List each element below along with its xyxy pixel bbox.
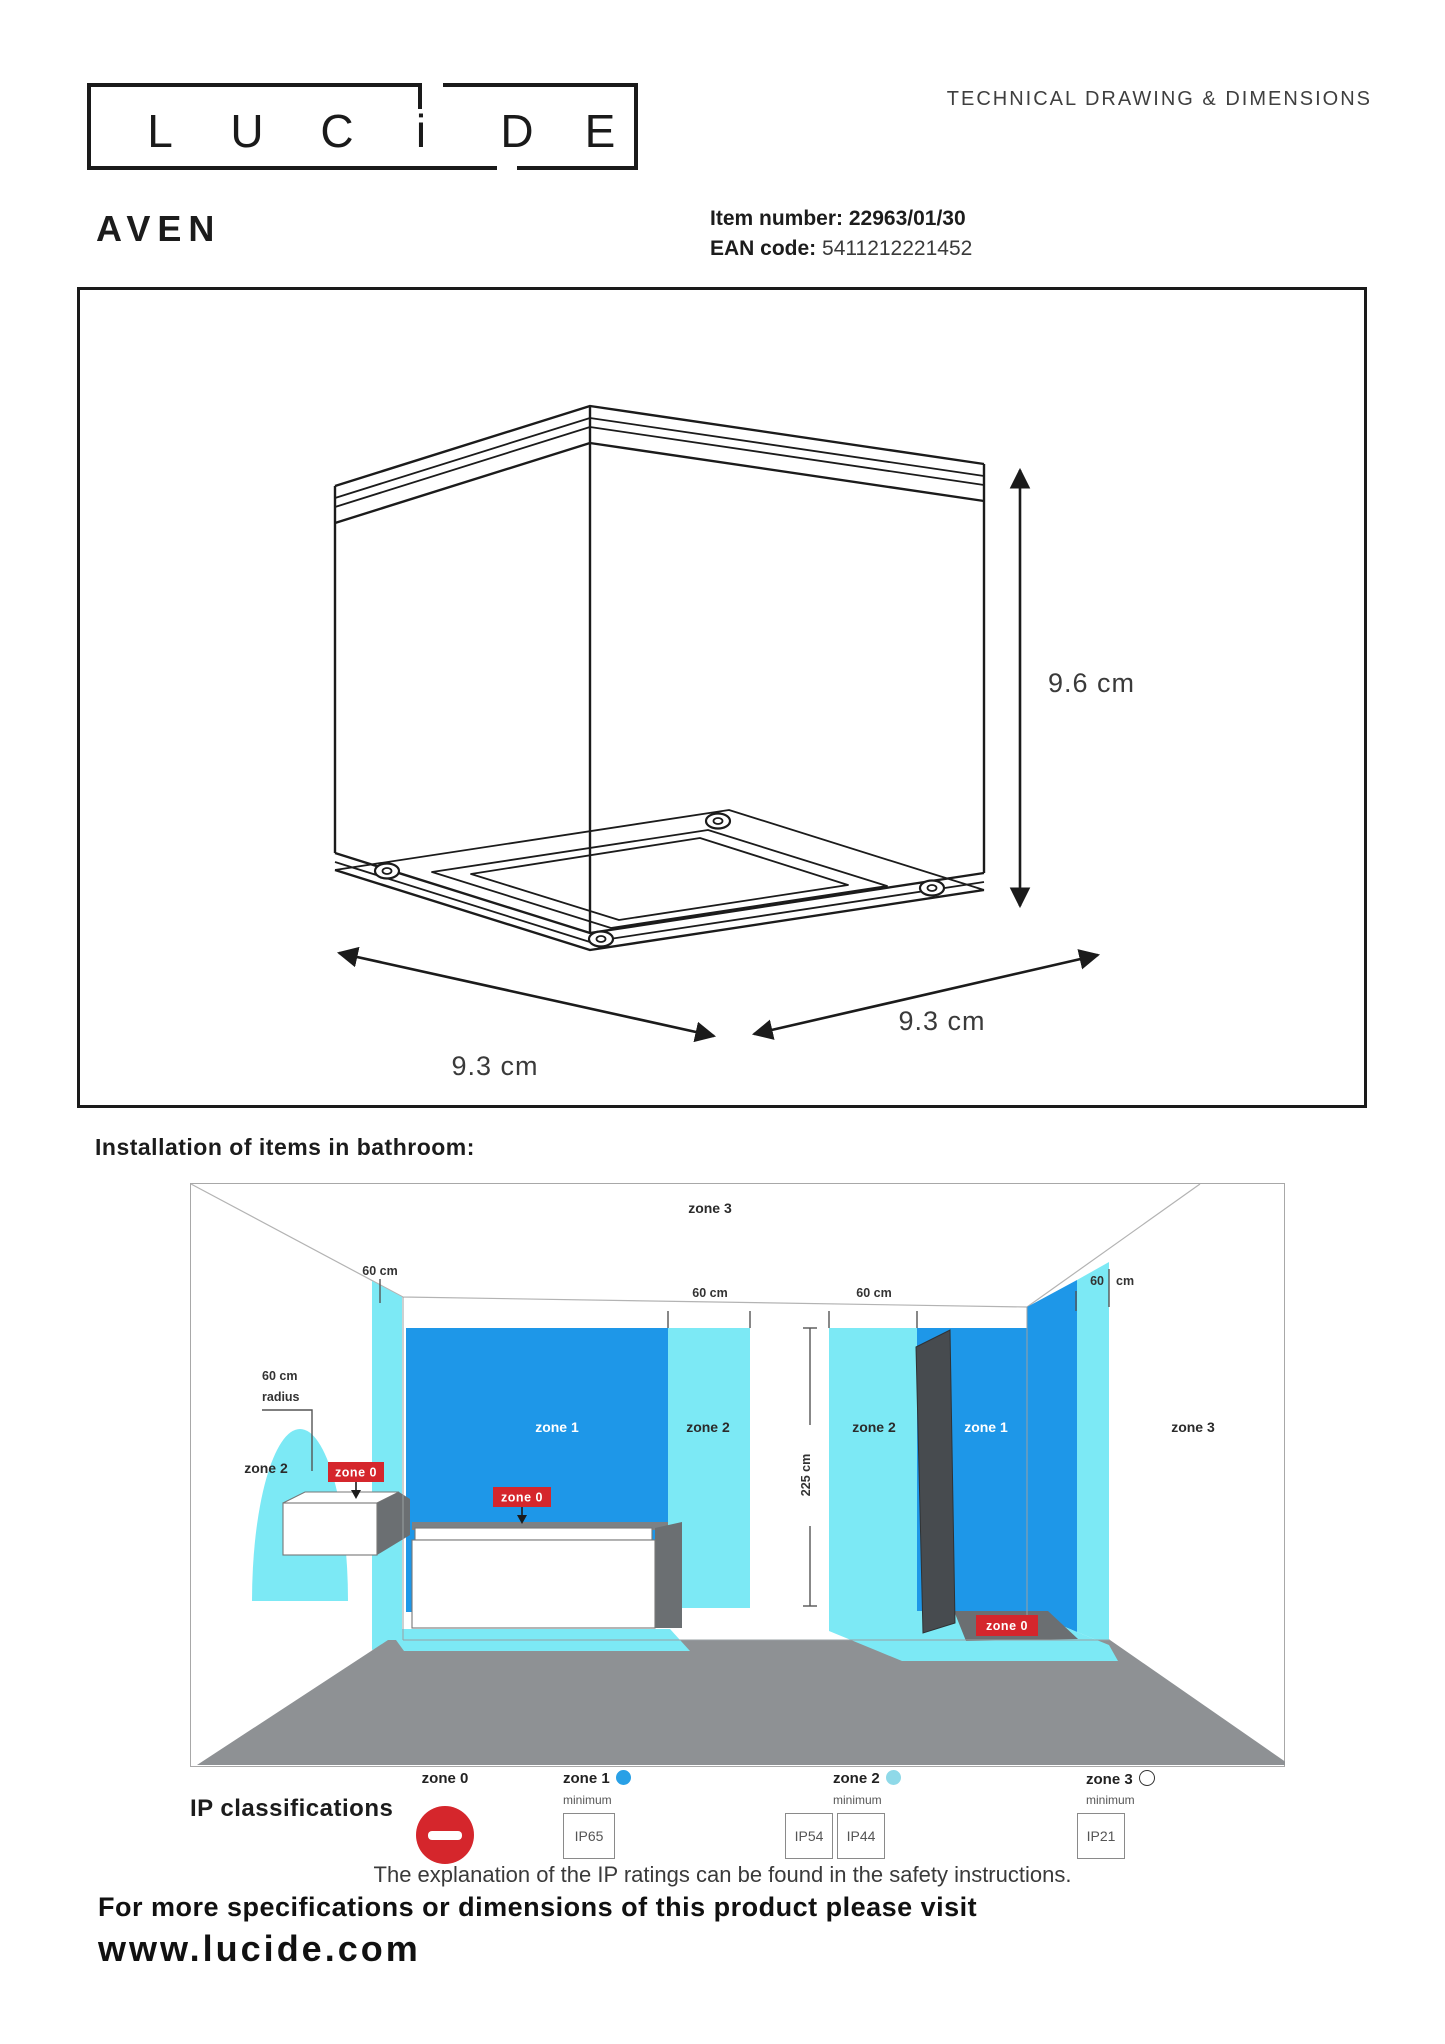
logo-letter: i bbox=[415, 105, 427, 157]
footer-text: For more specifications or dimensions of this product please visit bbox=[98, 1892, 978, 1922]
zone2-sidewall-wrap bbox=[1077, 1262, 1109, 1645]
dimension-width-label: 9.3 cm bbox=[451, 1051, 539, 1081]
zone0-badge-label: zone 0 bbox=[501, 1490, 543, 1505]
dimension-width bbox=[339, 953, 714, 1081]
shower-glass-panel bbox=[916, 1330, 955, 1633]
item-number-label: Item number: bbox=[710, 207, 844, 230]
washbasin bbox=[283, 1492, 410, 1555]
ip-rating-box-ip21: IP21 bbox=[1077, 1813, 1125, 1859]
cube-luminaire-outline bbox=[335, 406, 984, 950]
legend-zone2-label bbox=[833, 1770, 901, 1787]
zone0-badge-label: zone 0 bbox=[986, 1619, 1028, 1633]
radius-label: radius bbox=[262, 1390, 300, 1404]
radius-label: 60 cm bbox=[262, 1369, 298, 1383]
screw-icon bbox=[706, 814, 730, 829]
dimension-depth bbox=[754, 955, 1098, 1036]
zone2-dot-icon bbox=[886, 1770, 901, 1785]
logo-letter: D bbox=[500, 105, 534, 157]
no-entry-icon bbox=[416, 1806, 474, 1864]
document-title: TECHNICAL DRAWING & DIMENSIONS bbox=[946, 88, 1372, 110]
legend-zone1-minimum: minimum bbox=[563, 1793, 612, 1807]
dimension-depth-label: 9.3 cm bbox=[898, 1006, 986, 1036]
screw-icon bbox=[589, 932, 613, 947]
logo-letter: E bbox=[584, 105, 616, 157]
zone1-sidewall-wrap bbox=[1027, 1280, 1077, 1632]
bathtub bbox=[412, 1522, 682, 1628]
logo-letter: U bbox=[230, 105, 264, 157]
item-number-value: 22963/01/30 bbox=[848, 207, 966, 230]
screw-icon bbox=[375, 864, 399, 879]
ean-code-label: EAN code: bbox=[710, 237, 817, 260]
product-name: AVEN bbox=[96, 208, 222, 249]
product-identifiers bbox=[710, 204, 972, 264]
legend-zone2-minimum: minimum bbox=[833, 1793, 882, 1807]
ip-rating-box-ip65: IP65 bbox=[563, 1813, 615, 1859]
zone1-dot-icon bbox=[616, 1770, 631, 1785]
bathroom-section-heading: Installation of items in bathroom: bbox=[95, 1134, 475, 1160]
footer-website-link[interactable]: www.lucide.com bbox=[98, 1928, 421, 1969]
zone3-circle-icon bbox=[1139, 1770, 1155, 1786]
ip-rating-box-ip44: IP44 bbox=[837, 1813, 885, 1859]
zone1-right-label: zone 1 bbox=[964, 1419, 1008, 1435]
legend-zone1-text: zone 1 bbox=[563, 1770, 610, 1787]
lucide-logo-letters bbox=[147, 105, 615, 157]
dimension-label: cm bbox=[1116, 1274, 1135, 1288]
logo-letter: L bbox=[147, 105, 173, 157]
zone2-dome-label: zone 2 bbox=[244, 1460, 288, 1476]
cube-technical-drawing bbox=[80, 290, 1364, 1105]
bathroom-zone-diagram bbox=[190, 1183, 1285, 1767]
dimension-height bbox=[1020, 470, 1135, 906]
dimension-label: 60 bbox=[1090, 1274, 1104, 1288]
ip-ratings-note: The explanation of the IP ratings can be found in the safety instructions. bbox=[373, 1862, 1072, 1887]
ip-rating-box-ip54: IP54 bbox=[785, 1813, 833, 1859]
bathroom-floor bbox=[197, 1640, 1285, 1765]
ip-classifications-title: IP classifications bbox=[190, 1795, 394, 1822]
dimension-label: 225 cm bbox=[799, 1453, 813, 1497]
ean-code-row bbox=[710, 234, 972, 264]
dimension-label: 60 cm bbox=[362, 1264, 398, 1278]
dimension-label: 60 cm bbox=[692, 1286, 728, 1300]
legend-zone1-label bbox=[563, 1770, 631, 1787]
legend-zone0-label: zone 0 bbox=[421, 1770, 469, 1787]
screw-icon bbox=[920, 881, 944, 896]
dimension-label: 60 cm bbox=[856, 1286, 892, 1300]
legend-zone2-text: zone 2 bbox=[833, 1770, 880, 1787]
zone2-wall-right bbox=[829, 1328, 917, 1611]
item-number-row bbox=[710, 204, 972, 234]
zone0-badge-label: zone 0 bbox=[335, 1465, 377, 1480]
dimension-height-label: 9.6 cm bbox=[1048, 668, 1136, 698]
zone0-badge-shower bbox=[976, 1615, 1038, 1636]
legend-zone3-minimum: minimum bbox=[1086, 1793, 1135, 1807]
legend-zone3-label bbox=[1086, 1770, 1155, 1788]
zone3-top-label: zone 3 bbox=[688, 1200, 732, 1216]
zone1-left-label: zone 1 bbox=[535, 1419, 579, 1435]
zone2-mid-label: zone 2 bbox=[686, 1419, 730, 1435]
ean-code-value: 5411212221452 bbox=[822, 237, 973, 260]
logo-letter: C bbox=[320, 105, 354, 157]
legend-zone3-text: zone 3 bbox=[1086, 1771, 1133, 1788]
zone3-right-label: zone 3 bbox=[1171, 1419, 1215, 1435]
zone2-right-label: zone 2 bbox=[852, 1419, 896, 1435]
technical-drawing-panel bbox=[77, 287, 1367, 1108]
lucide-logo bbox=[85, 83, 640, 170]
